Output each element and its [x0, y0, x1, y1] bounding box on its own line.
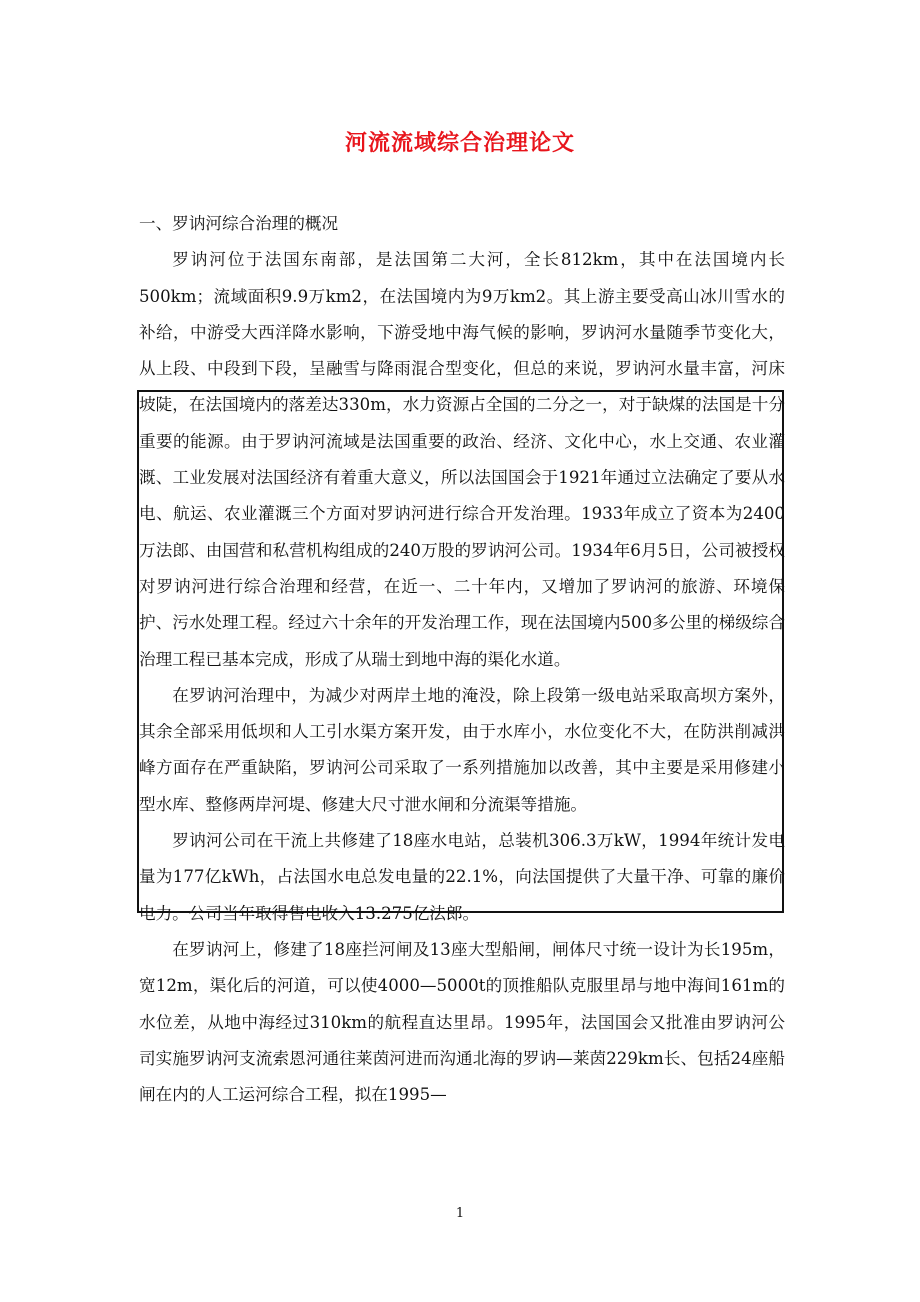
paragraph-2: 在罗讷河治理中，为减少对两岸土地的淹没，除上段第一级电站采取高坝方案外，其余全部采用低坝和人工引水渠方案开发，由于水库小，水位变化不大，在防洪削减洪峰方面存在严重缺陷，罗讷河公司采取了一系列措施加以改善，其中主要是采用修建小型水库、整修两岸河堤、修建大尺寸泄水闸和分流渠等措施。	[139, 685, 785, 814]
document-title: 河流流域综合治理论文	[344, 130, 575, 156]
paragraph-3: 罗讷河公司在干流上共修建了18座水电站，总装机306.3万kW，1994年统计发电量为177亿kWh，占法国水电总发电量的22.1%，向法国提供了大量干净、可靠的廉价电力。公司当年取得售电收入13.275亿法郎。	[139, 831, 785, 923]
section-heading: 一、罗讷河综合治理的概况	[139, 214, 339, 233]
paragraph-4: 在罗讷河上，修建了18座拦河闸及13座大型船闸，闸体尺寸统一设计为长195m，宽12m，渠化后的河道，可以使4000—5000t的顶推船队克服里昂与地中海间161m的水位差，从地中海经过310km的航程直达里昂。1995年，法国国会又批准由罗讷河公司实施罗讷河支流索恩河通往莱茵河进而沟通北海的罗讷—莱茵229km长、包括24座船闸在内的人工运河综合工程，拟在1995—	[139, 939, 785, 1105]
page-number: 1	[455, 1206, 465, 1221]
document-body	[139, 206, 785, 1113]
paragraph-1: 罗讷河位于法国东南部，是法国第二大河，全长812km，其中在法国境内长500km；流域面积9.9万km2，在法国境内为9万km2。其上游主要受高山冰川雪水的补给，中游受大西洋降水影响，下游受地中海气候的影响，罗讷河水量随季节变化大，从上段、中段到下段，呈融雪与降雨混合型变化，但总的来说，罗讷河水量丰富，河床坡陡，在法国境内的落差达330m，水力资源占全国的二分之一，对于缺煤的法国是十分重要的能源。由于罗讷河流域是法国重要的政治、经济、文化中心，水上交通、农业灌溉、工业发展对法国经济有着重大意义，所以法国国会于1921年通过立法确定了要从水电、航运、农业灌溉三个方面对罗讷河进行综合开发治理。1933年成立了资本为2400万法郎、由国营和私营机构组成的240万股的罗讷河公司。1934年6月5日，公司被授权对罗讷河进行综合治理和经营，在近一、二十年内，又增加了罗讷河的旅游、环境保护、污水处理工程。经过六十余年的开发治理工作，现在法国境内500多公里的梯级综合治理工程已基本完成，形成了从瑞士到地中海的渠化水道。	[139, 250, 785, 669]
